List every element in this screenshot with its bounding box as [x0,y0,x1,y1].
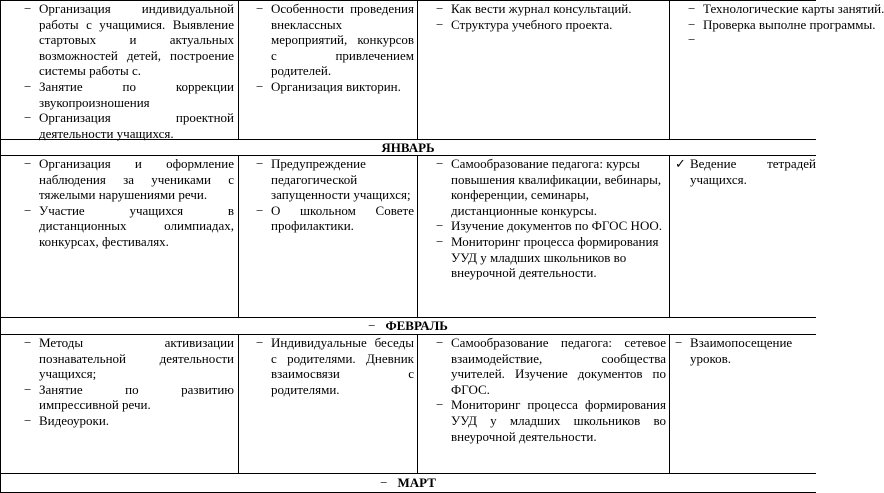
list-item [22,110,234,141]
february-col4 [673,335,816,366]
february-col1 [22,335,234,429]
list-item [434,218,666,234]
dash-marker: − [368,318,376,333]
dash-marker: − [24,381,32,397]
list-item-text: Ведение тетрадей учащихся. [690,156,816,187]
dash-marker: − [436,397,444,413]
list-item-text: Самообразование педагога: сетевое взаимодействие, сообщества учителей. Изучение документов по ФГОС. [451,335,666,397]
row-border [0,473,816,474]
list-item [686,16,876,33]
january-col2 [254,156,414,234]
dash-marker: − [24,110,32,126]
list-item-text: Самообразование педагога: курсы повышения квалификации, вебинары, конференции, семинары, дистанционные конкурсы. [451,156,662,218]
dash-marker: − [24,156,32,171]
column-border [417,155,418,317]
dash-marker: − [256,202,264,218]
dash-marker: − [436,233,444,249]
dash-marker: − [436,335,444,350]
column-border [0,0,1,493]
list-item-text: Организация викторин. [271,78,401,94]
row1-col2 [254,1,414,95]
january-col4 [673,156,816,187]
column-border [417,0,418,139]
dash-marker: − [24,1,32,16]
list-item-text: Как вести журнал консультаций. [451,1,632,16]
list-item-text: Организация индивидуальной работы с учащимися. Выявление стартовых и актуальных возможностей детей, построение системы работы с. [39,1,234,79]
list-item [434,17,666,33]
dash-marker: − [688,16,696,32]
column-border [238,155,239,317]
list-item-text: Мониторинг процесса формирования УУД у младших школьников во внеурочной деятельности. [451,233,659,281]
check-icon: ✓ [675,156,686,171]
list-item [686,1,884,17]
list-item-text: О школьном Совете профилактики. [271,202,414,234]
list-item-text: Организация проектной деятельности учащихся. [39,110,234,141]
list-item-text: Занятие по развитию импрессивной речи. [39,381,234,413]
list-item-text: Технологические карты занятий. [703,1,884,16]
column-border [238,0,239,139]
dash-marker: − [256,78,264,94]
list-item [673,156,816,187]
list-item [22,382,234,413]
january-col1 [22,156,234,250]
dash-marker: − [24,335,32,350]
dash-marker: − [24,78,32,94]
row1-col4 [686,1,884,48]
list-item-text: Изучение документов по ФГОС НОО. [451,218,662,234]
dash-marker: − [380,475,388,490]
list-item [434,397,666,444]
column-border [238,334,239,473]
dash-marker: − [24,202,32,218]
section-february [0,318,816,333]
list-item-text: Особенности проведения внеклассных мероприятий, конкурсов с привлечением родителей. [271,1,414,79]
row1-col1 [22,1,234,141]
list-item [22,203,234,250]
list-item [254,79,414,95]
dash-marker: − [436,156,444,171]
list-item [434,335,666,397]
list-item [254,1,414,79]
list-item [22,1,234,79]
dash-marker: − [256,1,264,16]
list-item-text: Участие учащихся в дистанционных олимпиадах, конкурсах, фестивалях. [39,202,234,249]
list-item [22,413,234,429]
list-item-text: Структура учебного проекта. [451,16,613,32]
list-item-text: Занятие по коррекции звукопроизношения [39,78,234,110]
list-item [254,335,414,397]
month-january: ЯНВАРЬ [381,140,435,155]
list-item-text: Мониторинг процесса формирования УУД у младших школьников во внеурочной деятельности. [451,397,666,444]
list-item [22,79,234,110]
list-item [22,156,234,203]
section-january [0,140,816,155]
list-item-text: Проверка выполне программы. [703,16,876,32]
column-border [417,334,418,473]
dash-marker: − [688,1,696,16]
column-border [669,0,670,139]
dash-marker: − [24,412,32,428]
list-item-text: Организация и оформление наблюдения за учениками с тяжелыми нарушениями речи. [39,156,234,203]
list-item-text: Предупреждение педагогической запущенности учащихся; [271,156,411,203]
month-february: ФЕВРАЛЬ [385,318,448,333]
list-item [686,32,836,48]
list-item [254,156,414,203]
list-item [22,335,234,382]
dash-marker: − [436,16,444,32]
dash-marker: − [436,218,444,234]
dash-marker: − [675,335,683,350]
column-border [669,155,670,317]
month-march: МАРТ [397,475,436,490]
dash-marker: − [436,1,444,16]
january-col3 [434,156,666,281]
column-border [669,334,670,473]
list-item [434,1,666,17]
list-item [254,203,414,234]
dash-marker: − [688,32,696,48]
list-item-text: Взаимопосещение уроков. [690,335,793,366]
february-col2 [254,335,414,397]
list-item-text: Методы активизации познавательной деятельности учащихся; [39,335,234,382]
section-march [0,475,816,490]
list-item [434,156,666,218]
dash-marker: − [256,156,264,171]
list-item [434,234,666,281]
row1-col3 [434,1,666,32]
list-item-text: Видеоуроки. [39,412,110,428]
list-item [673,335,816,366]
february-col3 [434,335,666,444]
list-item-text: Индивидуальные беседы с родителями. Дневник взаимосвязи с родителями. [271,335,414,397]
dash-marker: − [256,335,264,350]
